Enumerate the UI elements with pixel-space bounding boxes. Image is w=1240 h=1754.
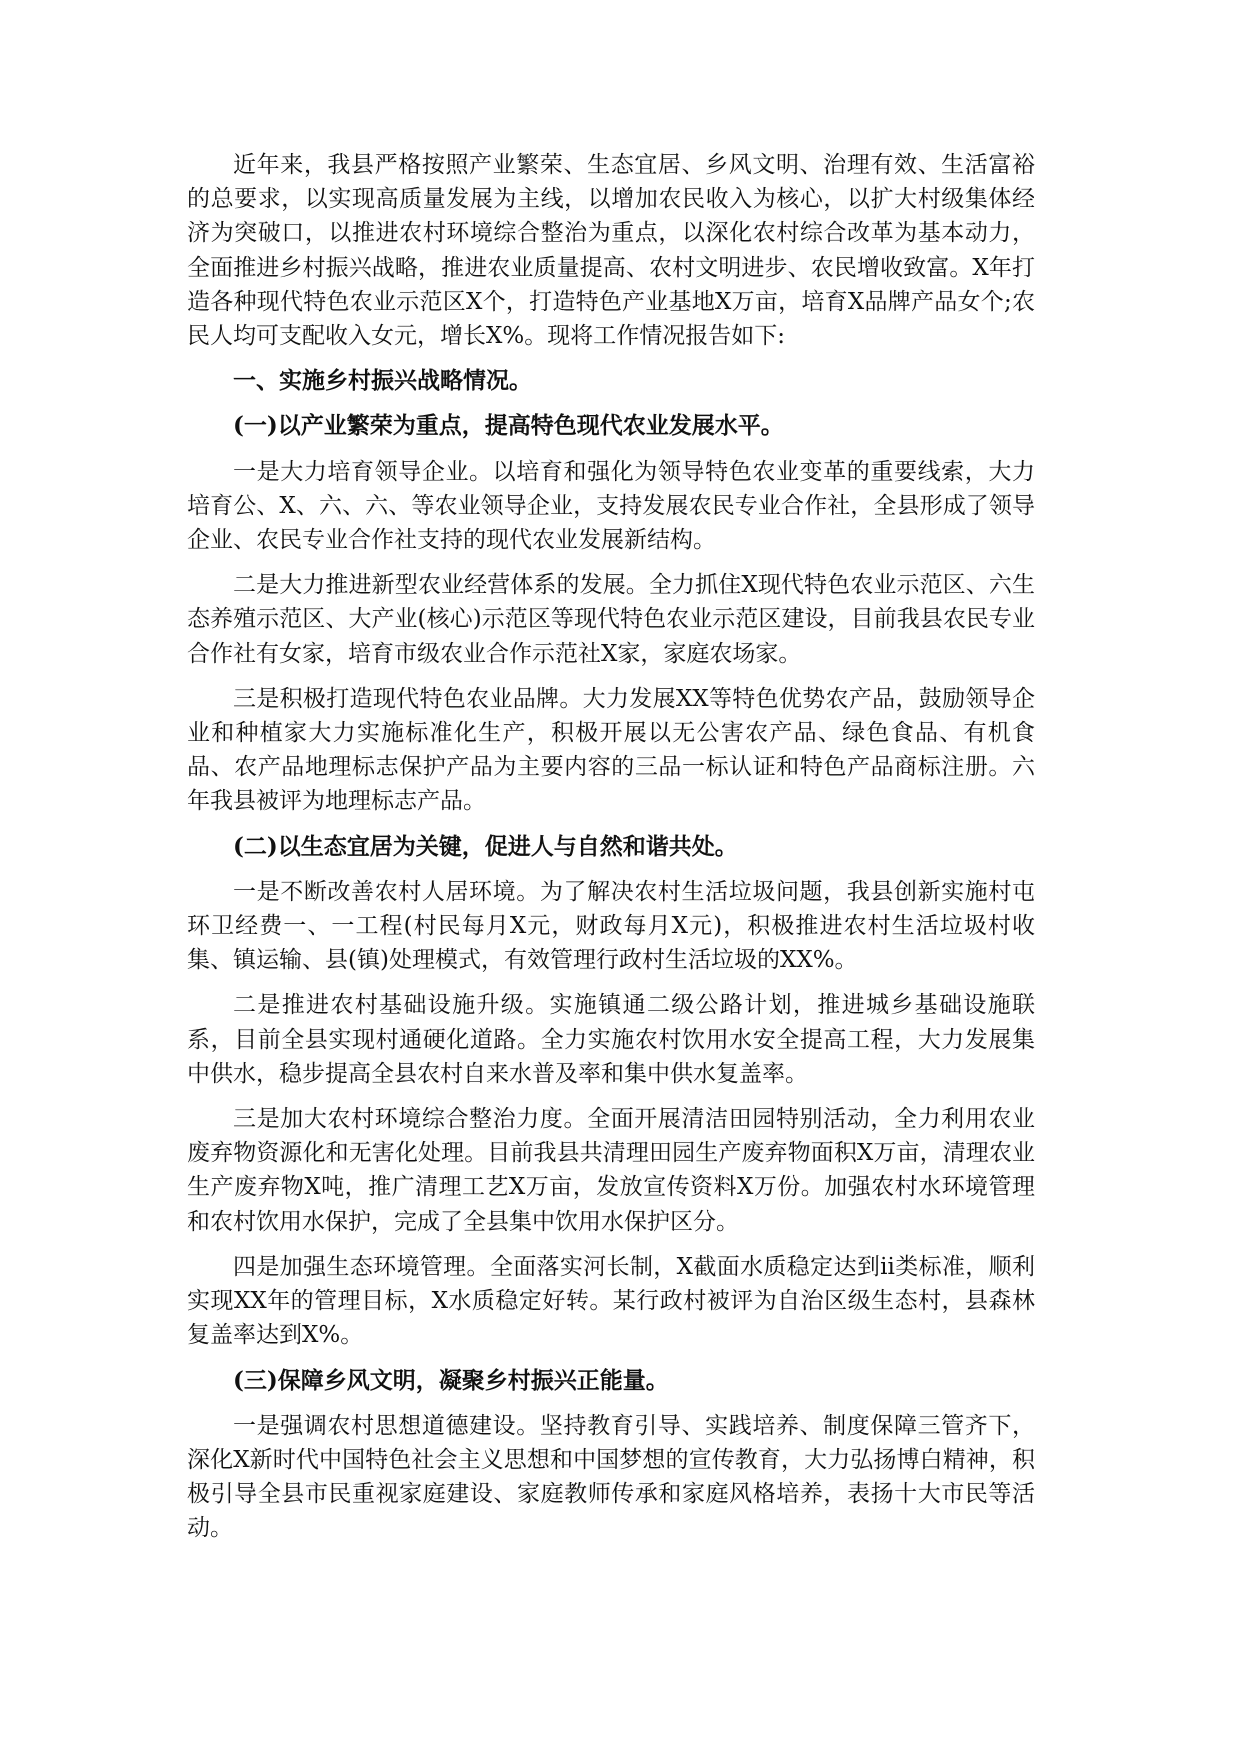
paragraph-2-1: 一是不断改善农村人居环境。为了解决农村生活垃圾问题，我县创新实施村屯环卫经费一、一工程(村民每月X元，财政每月X元)，积极推进农村生活垃圾村收集、镇运输、县(镇)处理模式，有效管理行政村生活垃圾的XX%。 xyxy=(187,878,1035,974)
paragraph-1-1: 一是大力培育领导企业。以培育和强化为领导特色农业变革的重要线索，大力培育公、X、六、六、等农业领导企业，支持发展农民专业合作社，全县形成了领导企业、农民专业合作社支持的现代农业发展新结构。 xyxy=(187,458,1035,554)
subsection-heading-1: (一)以产业繁荣为重点，提高特色现代农业发展水平。 xyxy=(233,412,784,440)
paragraph-1-3: 三是积极打造现代特色农业品牌。大力发展XX等特色优势农产品，鼓励领导企业和种植家大力实施标准化生产，积极开展以无公害农产品、绿色食品、有机食品、农产品地理标志保护产品为主要内容的三品一标认证和特色产品商标注册。六年我县被评为地理标志产品。 xyxy=(187,685,1035,815)
paragraph-2-4: 四是加强生态环境管理。全面落实河长制，X截面水质稳定达到ii类标准，顺利实现XX年的管理目标，X水质稳定好转。某行政村被评为自治区级生态村，县森林复盖率达到X%。 xyxy=(187,1253,1035,1349)
section-heading-1: 一、实施乡村振兴战略情况。 xyxy=(233,367,532,395)
paragraph-1-2: 二是大力推进新型农业经营体系的发展。全力抓住X现代特色农业示范区、六生态养殖示范区、大产业(核心)示范区等现代特色农业示范区建设，目前我县农民专业合作社有女家，培育市级农业合作示范社X家，家庭农场家。 xyxy=(187,572,1035,667)
paragraph-2-3: 三是加大农村环境综合整治力度。全面开展清洁田园特别活动，全力利用农业废弃物资源化和无害化处理。目前我县共清理田园生产废弃物面积X万亩，清理农业生产废弃物X吨，推广清理工艺X万亩，发放宣传资料X万份。加强农村水环境管理和农村饮用水保护，完成了全县集中饮用水保护区分。 xyxy=(187,1106,1035,1235)
document-page xyxy=(187,148,1035,1557)
intro-paragraph: 近年来，我县严格按照产业繁荣、生态宜居、乡风文明、治理有效、生活富裕的总要求，以实现高质量发展为主线，以增加农民收入为核心，以扩大村级集体经济为突破口，以推进农村环境综合整治为重点，以深化农村综合改革为基本动力，全面推进乡村振兴战略，推进农业质量提高、农村文明进步、农民增收致富。X年打造各种现代特色农业示范区X个，打造特色产业基地X万亩，培育X品牌产品女个;农民人均可支配收入女元，增长X%。现将工作情况报告如下: xyxy=(187,152,1035,350)
paragraph-3-1: 一是强调农村思想道德建设。坚持教育引导、实践培养、制度保障三管齐下，深化X新时代中国特色社会主义思想和中国梦想的宣传教育，大力弘扬博白精神，积极引导全县市民重视家庭建设、家庭教师传承和家庭风格培养，表扬十大市民等活动。 xyxy=(187,1412,1035,1542)
paragraph-2-2: 二是推进农村基础设施升级。实施镇通二级公路计划，推进城乡基础设施联系，目前全县实现村通硬化道路。全力实施农村饮用水安全提高工程，大力发展集中供水，稳步提高全县农村自来水普及率和集中供水复盖率。 xyxy=(187,992,1035,1087)
subsection-heading-2: (二)以生态宜居为关键，促进人与自然和谐共处。 xyxy=(233,832,738,860)
subsection-heading-3: (三)保障乡风文明，凝聚乡村振兴正能量。 xyxy=(233,1366,669,1394)
